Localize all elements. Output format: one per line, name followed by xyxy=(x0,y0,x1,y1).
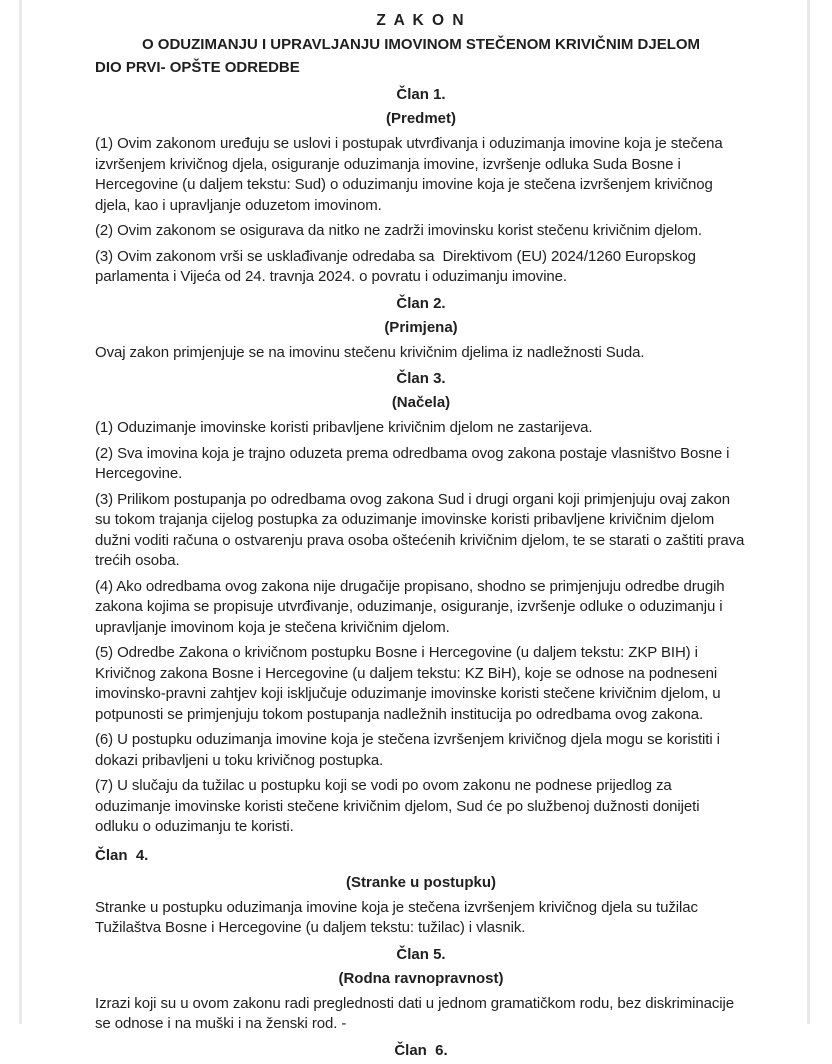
article-3-paragraph-3: (3) Prilikom postupanja po odredbama ovog zakona Sud i drugi organi koji primjenjuju ovaj zakon su tokom trajanja cijelog postupka za oduzimanje imovinske koristi pribavljene krivičnim djelom dužni voditi računa o ostvarenju prava osoba oštećenih krivičnim djelom, te se starati o zaštiti prava trećih osoba. xyxy=(95,490,749,569)
article-4 xyxy=(95,845,747,939)
article-5-subtitle: (Rodna ravnopravnost) xyxy=(338,969,504,987)
law-subtitle: O ODUZIMANJU I UPRAVLJANJU IMOVINOM STEČENOM KRIVIČNIM DJELOM xyxy=(141,36,701,53)
article-2-paragraph-1: Ovaj zakon primjenjuje se na imovinu stečenu krivičnim djelima iz nadležnosti Suda. xyxy=(95,343,645,361)
page-left-border xyxy=(19,0,22,1024)
article-4-number: Član 4. xyxy=(95,846,149,864)
article-5 xyxy=(95,944,747,1035)
article-1-paragraph-2: (2) Ovim zakonom se osigurava da nitko ne zadrži imovinsku korist stečenu krivičnim djelom. xyxy=(95,222,702,239)
law-title: Z A K O N xyxy=(376,12,466,29)
article-1-paragraph-3: (3) Ovim zakonom vrši se usklađivanje odredaba sa Direktivom (EU) 2024/1260 Europskog parlamenta i Vijeća od 24. travnja 2024. o povratu i oduzimanju imovine. xyxy=(95,247,700,285)
article-1-subtitle: (Predmet) xyxy=(385,110,456,127)
article-3-paragraph-4: (4) Ako odredbama ovog zakona nije drugačije propisano, shodno se primjenjuju odredbe drugih zakona kojima se propisuje utvrđivanje, oduzimanje, osiguranje, izvršenje odluke o oduzimanju i upravljanje imovinom koja je stečena krivičnim djelom. xyxy=(95,577,729,636)
article-3-paragraph-6: (6) U postupku oduzimanja imovine koja je stečena izvršenjem krivičnog djela mogu se koristiti i dokazi pribavljeni u toku krivičnog postupka. xyxy=(95,731,724,769)
article-5-paragraph-1: Izrazi koji su u ovom zakonu radi preglednosti dati u jednom gramatičkom rodu, bez diskriminacije se odnose i na muški i na ženski rod. - xyxy=(95,994,739,1032)
article-3-paragraph-2: (2) Sva imovina koja je trajno oduzeta prema odredbama ovog zakona postaje vlasništvo Bosne i Hercegovine. xyxy=(95,444,734,482)
article-2 xyxy=(95,293,747,364)
article-3 xyxy=(95,368,747,838)
article-1-paragraph-1: (1) Ovim zakonom uređuju se uslovi i postupak utvrđivanja i oduzimanja imovine koja je stečena izvršenjem krivičnog djela, osiguranje oduzimanja imovine, izvršenje odluka Suda Bosne i Hercegovine (u daljem tekstu: Sud) o oduzimanju imovine koja je stečena izvršenjem krivičnog djela, kao i upravljanje oduzetom imovinom. xyxy=(95,135,727,214)
article-6-number: Član 6. xyxy=(394,1041,448,1059)
article-3-paragraph-5: (5) Odredbe Zakona o krivičnom postupku Bosne i Hercegovine (u daljem tekstu: ZKP BIH) i Krivičnog zakona Bosne i Hercegovine (u daljem tekstu: KZ BiH), koje se odnose na podneseni imovinsko-pravni zahtjev koji isključuje oduzimanje imovinske koristi stečene krivičnim djelom, u potpunosti se primjenjuju tokom postupanja nadležnih institucija po odredbama ovog zakona. xyxy=(95,644,725,723)
part-heading: DIO PRVI- OPŠTE ODREDBE xyxy=(95,59,300,76)
article-3-subtitle: (Načela) xyxy=(391,394,451,411)
article-1 xyxy=(95,84,747,288)
article-2-subtitle: (Primjena) xyxy=(384,318,458,336)
article-5-number: Član 5. xyxy=(396,945,446,963)
article-1-number: Član 1. xyxy=(396,86,446,103)
page-right-border xyxy=(807,0,810,1024)
article-6 xyxy=(95,1040,747,1061)
article-2-number: Član 2. xyxy=(396,294,446,312)
document-content xyxy=(95,10,747,1064)
article-4-paragraph-1: Stranke u postupku oduzimanja imovine koja je stečena izvršenjem krivičnog djela su tužilac Tužilaštva Bosne i Hercegovine (u daljem tekstu: tužilac) i vlasnik. xyxy=(95,898,702,936)
article-3-number: Član 3. xyxy=(396,370,446,387)
article-3-paragraph-7: (7) U slučaju da tužilac u postupku koji se vodi po ovom zakonu ne podnese prijedlog za oduzimanje imovinske koristi stečene krivičnim djelom, Sud će po službenoj dužnosti donijeti odluku o oduzimanju te koristi. xyxy=(95,777,704,835)
article-3-paragraph-1: (1) Oduzimanje imovinske koristi pribavljene krivičnim djelom ne zastarijeva. xyxy=(95,419,593,436)
article-4-subtitle: (Stranke u postupku) xyxy=(345,873,496,891)
